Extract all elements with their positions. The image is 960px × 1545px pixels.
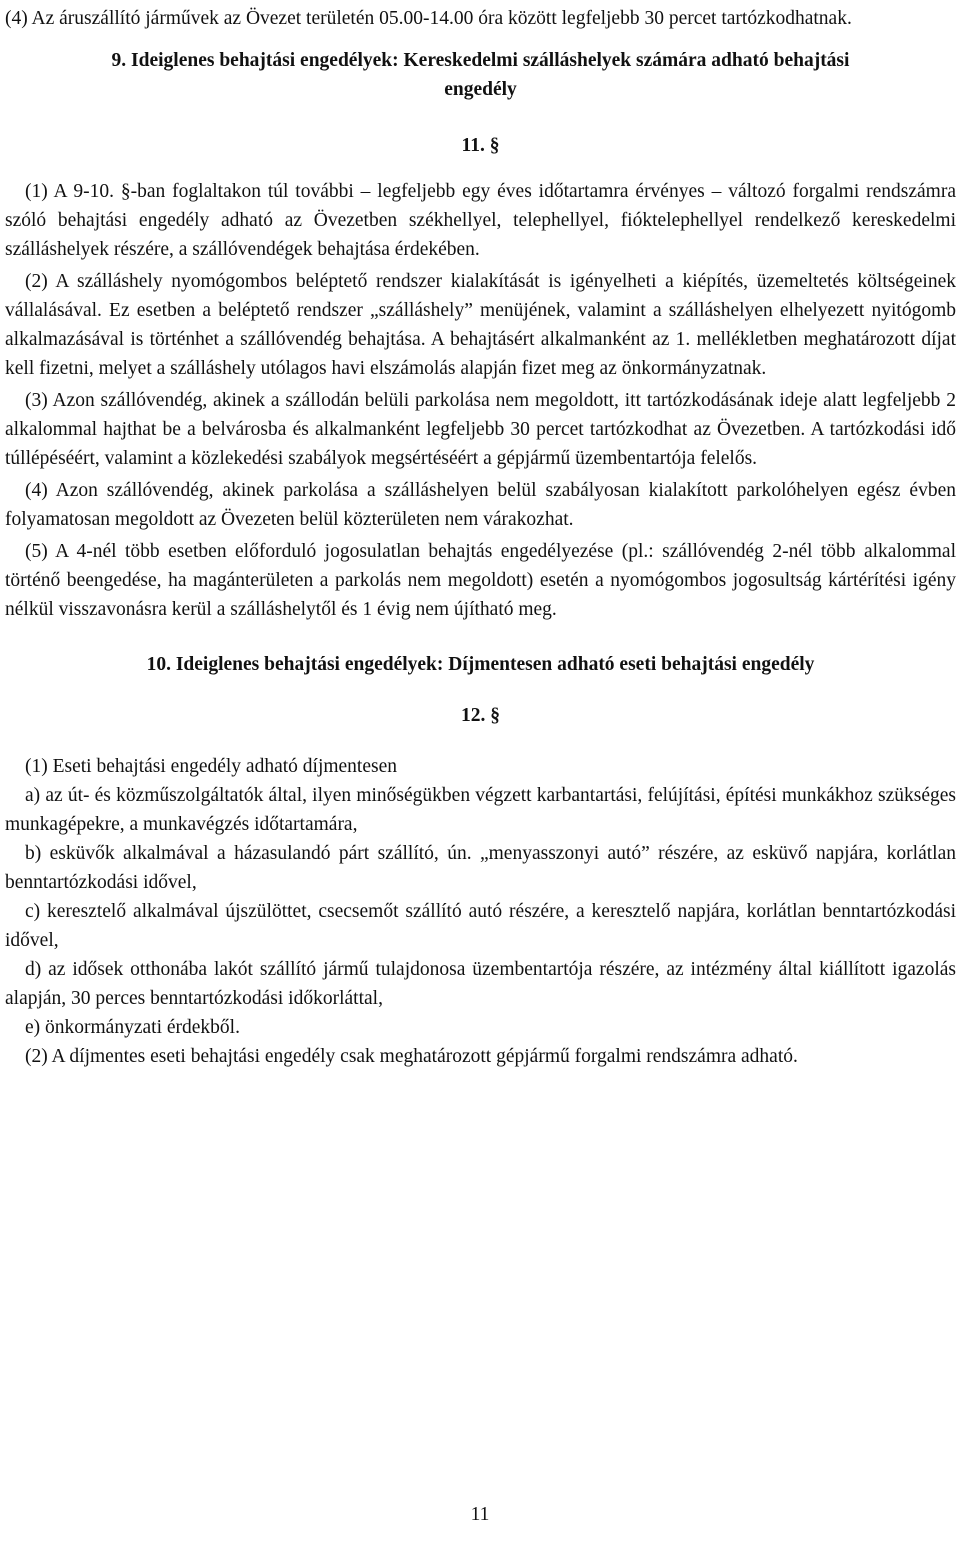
section-9-heading: 9. Ideiglenes behajtási engedélyek: Kereskedelmi szálláshelyek számára adható behajtási engedély (111, 50, 850, 100)
s10-item-c: c) keresztelő alkalmával újszülöttet, csecsemőt szállító autó részére, a keresztelő napjára, korlátlan benntartózkodási idővel, (5, 901, 956, 951)
page-number: 11 (470, 1504, 490, 1525)
s10-paragraph-2: (2) A díjmentes eseti behajtási engedély csak meghatározott gépjármű forgalmi rendszámra adható. (25, 1046, 798, 1067)
s10-paragraph-1: (1) Eseti behajtási engedély adható díjmentesen (25, 756, 397, 777)
document-page (5, 0, 956, 1071)
article-11-heading: 11. § (461, 135, 500, 156)
s9-paragraph-4: (4) Azon szállóvendég, akinek parkolása a szálláshelyen belül szabályosan kialakított parkolóhelyen egész évben folyamatosan megoldott az Övezeten belül közterületen nem várakozhat. (5, 480, 956, 530)
s9-paragraph-5: (5) A 4-nél több esetben előforduló jogosulatlan behajtás engedélyezése (pl.: szállóvendég 2-nél több alkalommal történő beengedése, ha magánterületen a parkolás nem megoldott) esetén a nyomógombos jogosultság kártérítési igény nélkül visszavonásra kerül a szálláshelytől és 1 évig nem újítható meg. (5, 541, 956, 620)
s9-paragraph-3: (3) Azon szállóvendég, akinek a szállodán belüli parkolása nem megoldott, itt tartózkodásának ideje alatt legfeljebb 2 alkalommal hajthat be a belvárosba és alkalmanként legfeljebb 30 percet tartózkodhat az Övezetben. A tartózkodási idő túllépéséért, valamint a közlekedési szabályok megsértéséért a gépjármű üzembentartója felelős. (5, 390, 956, 469)
paragraph-top: (4) Az áruszállító járművek az Övezet területén 05.00-14.00 óra között legfeljebb 30 percet tartózkodhatnak. (5, 8, 852, 29)
s10-item-e: e) önkormányzati érdekből. (25, 1017, 240, 1038)
section-10-heading: 10. Ideiglenes behajtási engedélyek: Díjmentesen adható eseti behajtási engedély (146, 654, 815, 675)
s10-item-b: b) esküvők alkalmával a házasulandó párt szállító, ún. „menyasszonyi autó” részére, az esküvő napjára, korlátlan benntartózkodási idővel, (5, 843, 956, 893)
s9-paragraph-1: (1) A 9-10. §-ban foglaltakon túl további – legfeljebb egy éves időtartamra érvényes – változó forgalmi rendszámra szóló behajtási engedély adható az Övezetben székhellyel, telephellyel, fióktelephellyel rendelkező kereskedelmi szálláshelyek részére, a szállóvendégek behajtása érdekében. (5, 181, 956, 260)
s9-paragraph-2: (2) A szálláshely nyomógombos beléptető rendszer kialakítását is igényelheti a kiépítés, üzemeltetés költségeinek vállalásával. Ez esetben a beléptető rendszer „szálláshely” menüjének, valamint a szálláshelyen elhelyezett nyitógomb alkalmazásával is történhet a szállóvendég behajtása. A behajtásért alkalmanként az 1. mellékletben meghatározott díjat kell fizetni, melyet a szálláshely utólagos havi elszámolás alapján fizet meg az önkormányzatnak. (5, 271, 956, 379)
s10-item-a: a) az út- és közműszolgáltatók által, ilyen minőségükben végzett karbantartási, felújítási, építési munkákhoz szükséges munkagépekre, a munkavégzés időtartamára, (5, 785, 956, 835)
article-12-heading: 12. § (461, 705, 500, 726)
s10-item-d: d) az idősek otthonába lakót szállító jármű tulajdonosa üzembentartója részére, az intézmény által kiállított igazolás alapján, 30 perces benntartózkodási időkorláttal, (5, 959, 956, 1009)
